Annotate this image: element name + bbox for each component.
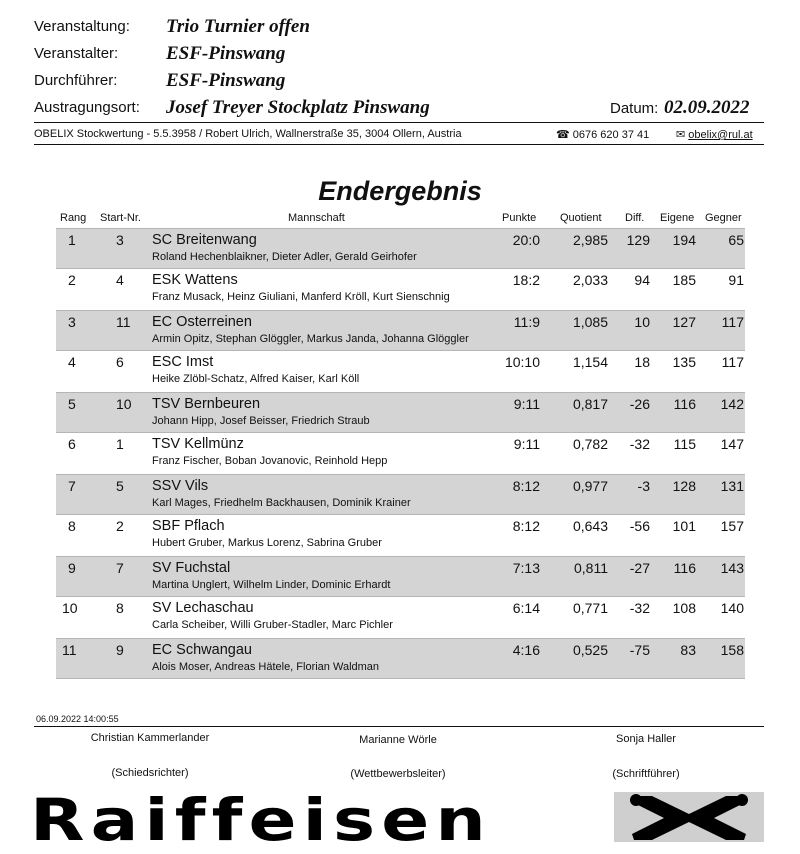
giebelkreuz-icon <box>614 792 764 842</box>
diff-cell: 10 <box>634 314 650 330</box>
rank-cell: 8 <box>68 518 76 534</box>
points-cell: 4:16 <box>512 642 540 658</box>
rank-cell: 6 <box>68 436 76 452</box>
quotient-cell: 2,033 <box>572 272 608 288</box>
rank-cell: 7 <box>68 478 76 494</box>
col-team: Mannschaft <box>288 212 345 224</box>
phone-contact <box>556 128 649 141</box>
points-cell: 8:12 <box>512 478 540 494</box>
sponsor-logo: Raiffeisen <box>30 786 492 854</box>
start-cell: 2 <box>116 518 124 534</box>
col-rank: Rang <box>60 212 87 224</box>
signer-name: Marianne Wörle <box>359 734 437 746</box>
team-players: Alois Moser, Andreas Hätele, Florian Waldman <box>152 661 380 673</box>
team-players: Franz Fischer, Boban Jovanovic, Reinhold Hepp <box>152 455 388 467</box>
opp-cell: 157 <box>720 518 744 534</box>
quotient-cell: 0,771 <box>572 600 608 616</box>
start-cell: 7 <box>116 560 124 576</box>
table-row <box>56 392 745 433</box>
own-cell: 185 <box>672 272 696 288</box>
start-cell: 6 <box>116 354 124 370</box>
start-cell: 5 <box>116 478 124 494</box>
team-players: Hubert Gruber, Markus Lorenz, Sabrina Gruber <box>152 537 382 549</box>
rank-cell: 2 <box>68 272 76 288</box>
team-name: SV Lechaschau <box>152 600 254 616</box>
table-row <box>56 474 745 515</box>
points-cell: 18:2 <box>512 272 540 288</box>
own-cell: 128 <box>672 478 696 494</box>
diff-cell: -32 <box>629 436 650 452</box>
quotient-cell: 0,977 <box>572 478 608 494</box>
team-name: SC Breitenwang <box>152 232 257 248</box>
quotient-cell: 0,525 <box>572 642 608 658</box>
signer-name: Sonja Haller <box>616 733 676 745</box>
footer-rule <box>34 726 764 727</box>
opp-cell: 117 <box>721 354 744 370</box>
points-cell: 9:11 <box>513 396 540 412</box>
team-players: Roland Hechenblaikner, Dieter Adler, Gerald Geirhofer <box>152 251 417 263</box>
opp-cell: 65 <box>728 232 744 248</box>
executor-value: ESF-Pinswang <box>166 70 286 91</box>
rank-cell: 11 <box>62 642 77 658</box>
signer-role: (Schiedsrichter) <box>111 767 189 779</box>
diff-cell: 18 <box>634 354 650 370</box>
date-label: Datum: <box>610 100 659 117</box>
col-quotient: Quotient <box>560 212 602 224</box>
team-name: SSV Vils <box>152 478 209 494</box>
executor-label: Durchführer: <box>34 72 118 89</box>
col-start: Start-Nr. <box>100 212 141 224</box>
own-cell: 135 <box>672 354 696 370</box>
opp-cell: 91 <box>728 272 744 288</box>
rank-cell: 4 <box>68 354 76 370</box>
contact-rule <box>34 144 764 145</box>
team-players: Franz Musack, Heinz Giuliani, Manferd Kröll, Kurt Sienschnig <box>152 291 450 303</box>
header-rule <box>34 122 764 123</box>
diff-cell: 94 <box>634 272 650 288</box>
start-cell: 10 <box>116 396 132 412</box>
venue-value: Josef Treyer Stockplatz Pinswang <box>166 97 430 118</box>
opp-cell: 147 <box>720 436 744 452</box>
quotient-cell: 0,811 <box>574 560 608 576</box>
team-name: TSV Bernbeuren <box>152 396 261 412</box>
signer-role: (Wettbewerbsleiter) <box>350 768 446 780</box>
team-name: SBF Pflach <box>152 518 225 534</box>
own-cell: 127 <box>672 314 696 330</box>
team-players: Martina Unglert, Wilhelm Linder, Dominic Erhardt <box>152 579 391 591</box>
team-players: Karl Mages, Friedhelm Backhausen, Dominik Krainer <box>152 497 411 509</box>
organizer-label: Veranstalter: <box>34 45 119 62</box>
software-line: OBELIX Stockwertung - 5.5.3958 / Robert Ulrich, Wallnerstraße 35, 3004 Ollern, Austria <box>34 128 462 140</box>
start-cell: 3 <box>116 232 124 248</box>
quotient-cell: 2,985 <box>572 232 608 248</box>
table-row <box>56 433 745 472</box>
organizer-value: ESF-Pinswang <box>166 43 286 64</box>
points-cell: 11:9 <box>513 314 540 330</box>
rank-cell: 1 <box>68 232 76 248</box>
giebelkreuz-icon-svg <box>614 792 764 842</box>
own-cell: 101 <box>672 518 696 534</box>
email-icon: ✉ <box>676 129 686 141</box>
own-cell: 194 <box>672 232 696 248</box>
quotient-cell: 0,643 <box>572 518 608 534</box>
start-cell: 1 <box>116 436 124 452</box>
team-name: ESC Imst <box>152 354 214 370</box>
points-cell: 10:10 <box>504 354 540 370</box>
rank-cell: 5 <box>68 396 76 412</box>
event-value: Trio Turnier offen <box>166 16 310 37</box>
own-cell: 108 <box>672 600 696 616</box>
points-cell: 8:12 <box>512 518 540 534</box>
phone-number: 0676 620 37 41 <box>572 129 650 141</box>
opp-cell: 142 <box>720 396 744 412</box>
team-players: Heike Zlöbl-Schatz, Alfred Kaiser, Karl Köll <box>152 373 360 385</box>
team-players: Armin Opitz, Stephan Glöggler, Markus Janda, Johanna Glöggler <box>152 333 469 345</box>
table-row <box>56 515 745 554</box>
start-cell: 8 <box>116 600 124 616</box>
diff-cell: 129 <box>626 232 650 248</box>
table-row <box>56 351 745 390</box>
table-row <box>56 228 745 269</box>
table-row <box>56 638 745 679</box>
team-name: TSV Kellmünz <box>152 436 244 452</box>
rank-cell: 10 <box>62 600 78 616</box>
diff-cell: -32 <box>629 600 650 616</box>
own-cell: 116 <box>673 560 696 576</box>
quotient-cell: 0,817 <box>572 396 608 412</box>
start-cell: 11 <box>116 314 131 330</box>
opp-cell: 131 <box>720 478 744 494</box>
col-opp: Gegner <box>705 212 742 224</box>
points-cell: 20:0 <box>512 232 540 248</box>
table-row <box>56 556 745 597</box>
event-label: Veranstaltung: <box>34 18 130 35</box>
phone-icon: ☎ <box>556 129 570 141</box>
points-cell: 6:14 <box>512 600 540 616</box>
diff-cell: -56 <box>629 518 650 534</box>
signer-name: Christian Kammerlander <box>90 732 210 744</box>
points-cell: 9:11 <box>513 436 540 452</box>
date-value: 02.09.2022 <box>664 97 750 118</box>
quotient-cell: 0,782 <box>572 436 608 452</box>
start-cell: 9 <box>116 642 124 658</box>
diff-cell: -3 <box>637 478 650 494</box>
team-name: ESK Wattens <box>152 272 238 288</box>
opp-cell: 143 <box>720 560 744 576</box>
page-title: Endergebnis <box>318 176 482 206</box>
opp-cell: 140 <box>720 600 744 616</box>
diff-cell: -26 <box>629 396 650 412</box>
col-own: Eigene <box>660 212 695 224</box>
own-cell: 115 <box>673 436 696 452</box>
table-row <box>56 310 745 351</box>
diff-cell: -75 <box>629 642 650 658</box>
rank-cell: 3 <box>68 314 76 330</box>
venue-label: Austragungsort: <box>34 99 140 116</box>
rank-cell: 9 <box>68 560 76 576</box>
table-row <box>56 269 745 308</box>
table-row <box>56 597 745 636</box>
opp-cell: 158 <box>720 642 744 658</box>
start-cell: 4 <box>116 272 124 288</box>
signer-role: (Schriftführer) <box>612 768 680 780</box>
col-diff: Diff. <box>625 212 645 224</box>
email-contact[interactable] <box>676 128 753 141</box>
team-players: Carla Scheiber, Willi Gruber-Stadler, Marc Pichler <box>152 619 393 631</box>
team-name: EC Schwangau <box>152 642 252 658</box>
own-cell: 83 <box>680 642 696 658</box>
quotient-cell: 1,085 <box>572 314 608 330</box>
col-points: Punkte <box>502 212 537 224</box>
diff-cell: -27 <box>629 560 650 576</box>
team-name: SV Fuchstal <box>152 560 231 576</box>
quotient-cell: 1,154 <box>572 354 608 370</box>
team-players: Johann Hipp, Josef Beisser, Friedrich Straub <box>152 415 370 427</box>
opp-cell: 117 <box>721 314 744 330</box>
own-cell: 116 <box>673 396 696 412</box>
points-cell: 7:13 <box>512 560 540 576</box>
print-timestamp: 06.09.2022 14:00:55 <box>36 714 119 724</box>
email-address[interactable]: obelix@rul.at <box>688 129 753 141</box>
team-name: EC Osterreinen <box>152 314 252 330</box>
